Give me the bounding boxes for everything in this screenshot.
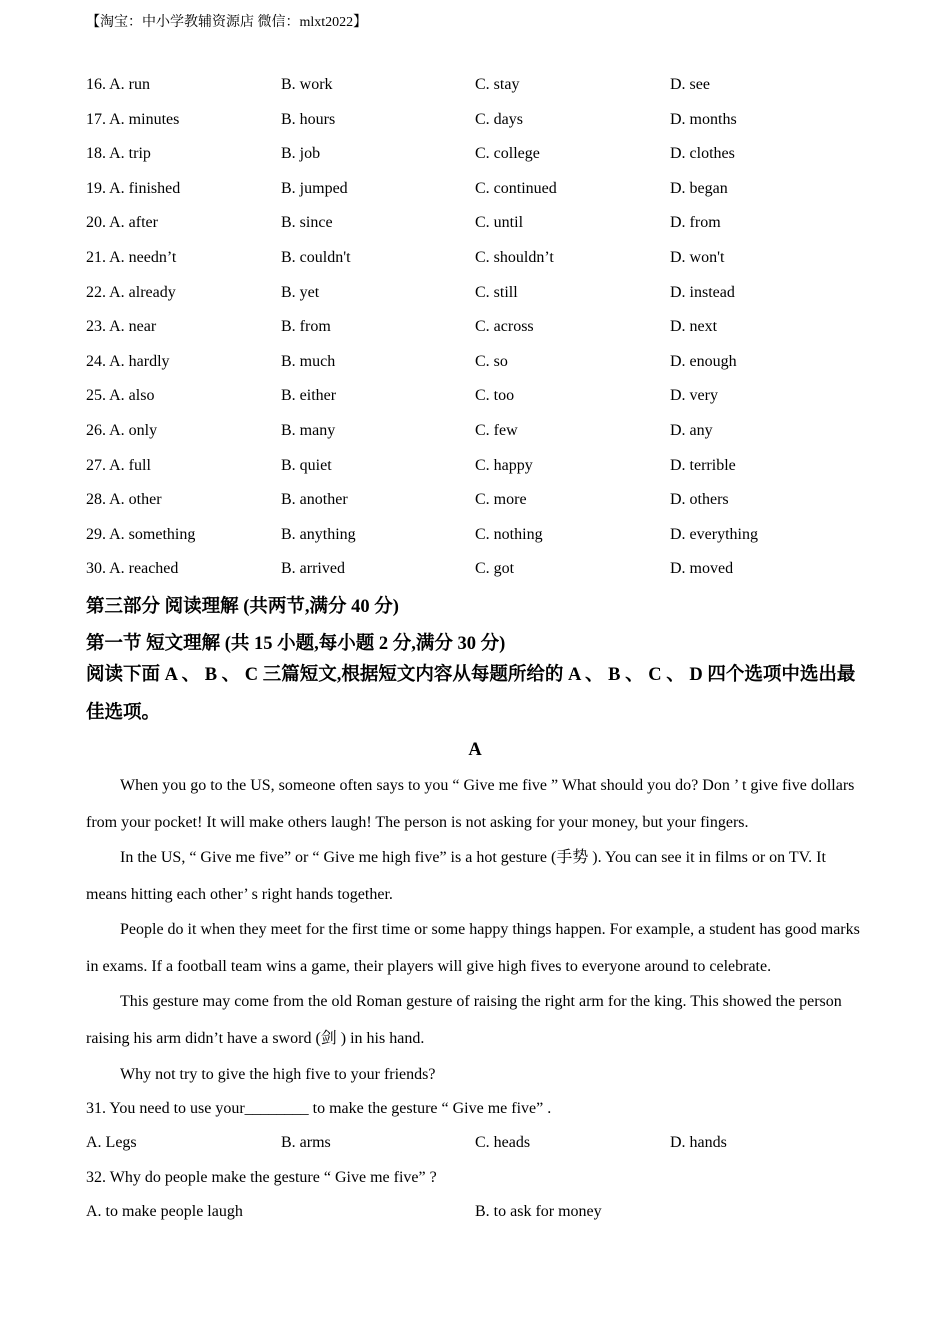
paragraph-text: Why not try to give the high five to your friends? — [120, 1066, 436, 1083]
option-row — [86, 68, 866, 103]
option-b: B. quiet — [281, 456, 332, 474]
option-c: C. across — [475, 318, 534, 336]
option-row — [86, 345, 866, 380]
option-d: D. next — [670, 318, 718, 336]
option-row — [86, 103, 866, 138]
paragraph — [86, 1056, 866, 1093]
paragraph-text: This gesture may come from the old Roman gesture of raising the right arm for the king. This showed the person raising his arm didn’t have a sword (剑 ) in his hand. — [86, 993, 842, 1047]
option-a: 22. A. already — [86, 283, 176, 301]
answer-option-b: B. to ask for money — [475, 1203, 602, 1220]
option-a: 20. A. after — [86, 214, 158, 232]
option-c: C. until — [475, 214, 524, 232]
option-d: D. terrible — [670, 456, 736, 474]
option-c: C. so — [475, 352, 508, 370]
option-row — [86, 552, 866, 587]
option-c: C. too — [475, 387, 515, 405]
answer-option-a: A. Legs — [86, 1134, 137, 1151]
option-b: B. hours — [281, 110, 336, 128]
option-d: D. everything — [670, 525, 758, 543]
option-row — [86, 518, 866, 553]
option-c: C. few — [475, 421, 518, 439]
option-b: B. from — [281, 318, 331, 336]
paragraph-text: When you go to the US, someone often says to you “ Give me five ” What should you do? Don ’ t give five dollars from your pocket! It will make others laugh! The person is not asking for your money, but your fingers. — [86, 777, 855, 831]
question-stem: 31. You need to use your________ to make the gesture “ Give me five” . — [86, 1100, 552, 1117]
paragraph — [86, 767, 866, 841]
option-d: D. any — [670, 421, 713, 439]
option-b: B. many — [281, 421, 336, 439]
option-c: C. shouldn’t — [475, 248, 554, 266]
option-c: C. happy — [475, 456, 533, 474]
option-d: D. clothes — [670, 145, 735, 163]
option-b: B. much — [281, 352, 336, 370]
option-d: D. very — [670, 387, 718, 405]
instructions: 阅读下面 A 、 B 、 C 三篇短文,根据短文内容从每题所给的 A 、 B 、 C 、 D 四个选项中选出最佳选项。 — [86, 665, 856, 723]
option-d: D. won't — [670, 248, 725, 266]
option-row — [86, 172, 866, 207]
option-a: 28. A. other — [86, 491, 162, 509]
option-b: B. job — [281, 145, 321, 163]
option-b: B. yet — [281, 283, 320, 301]
section-title: 第一节 短文理解 (共 15 小题,每小题 2 分,满分 30 分) — [86, 634, 506, 654]
option-b: B. arrived — [281, 560, 345, 578]
option-b: B. either — [281, 387, 337, 405]
option-a: 24. A. hardly — [86, 352, 170, 370]
option-row — [86, 241, 866, 276]
answer-option-b: B. arms — [281, 1134, 331, 1151]
paragraph — [86, 911, 866, 985]
option-a: 30. A. reached — [86, 560, 179, 578]
option-c: C. more — [475, 491, 527, 509]
option-row — [86, 414, 866, 449]
option-d: D. enough — [670, 352, 737, 370]
option-row — [86, 206, 866, 241]
option-row — [86, 310, 866, 345]
option-c: C. continued — [475, 179, 557, 197]
option-row — [86, 379, 866, 414]
option-c: C. nothing — [475, 525, 543, 543]
option-d: D. from — [670, 214, 721, 232]
option-a: 29. A. something — [86, 525, 196, 543]
paragraph-text: People do it when they meet for the first time or some happy things happen. For example, a student has good marks in exams. If a football team wins a game, their players will give high fives to everyone around to celebrate. — [86, 921, 860, 975]
option-d: D. see — [670, 76, 710, 93]
answer-option-c: C. heads — [475, 1134, 531, 1151]
option-row — [86, 137, 866, 172]
paragraph-text: In the US, “ Give me five” or “ Give me high five” is a hot gesture (手势 ). You can see it in films or on TV. It means hitting each other’ s right hands together. — [86, 849, 826, 903]
option-b: B. jumped — [281, 179, 348, 197]
paragraph — [86, 983, 866, 1057]
option-b: B. since — [281, 214, 333, 232]
option-a: 25. A. also — [86, 387, 155, 405]
option-c: C. college — [475, 145, 540, 163]
option-b: B. another — [281, 491, 348, 509]
page-header: 【淘宝：中小学教辅资源店 微信：mlxt2022】 — [86, 15, 368, 30]
option-a: 19. A. finished — [86, 179, 181, 197]
option-c: C. still — [475, 283, 518, 301]
option-row — [86, 449, 866, 484]
option-a: 23. A. near — [86, 318, 157, 336]
option-d: D. moved — [670, 560, 734, 578]
option-a: 18. A. trip — [86, 145, 151, 163]
option-d: D. months — [670, 110, 737, 128]
option-d: D. instead — [670, 283, 735, 301]
option-c: C. got — [475, 560, 515, 578]
option-d: D. others — [670, 491, 729, 509]
option-a: 27. A. full — [86, 456, 151, 474]
question-stem: 32. Why do people make the gesture “ Give me five” ? — [86, 1169, 437, 1186]
option-b: B. anything — [281, 525, 356, 543]
part-title: 第三部分 阅读理解 (共两节,满分 40 分) — [86, 597, 399, 617]
option-a: 16. A. run — [86, 76, 150, 93]
option-c: C. stay — [475, 76, 520, 93]
option-row — [86, 276, 866, 311]
answer-option-d: D. hands — [670, 1134, 727, 1151]
option-a: 17. A. minutes — [86, 110, 180, 128]
option-row — [86, 483, 866, 518]
option-c: C. days — [475, 110, 523, 128]
option-a: 26. A. only — [86, 421, 158, 439]
option-b: B. couldn't — [281, 248, 351, 266]
paragraph — [86, 839, 866, 913]
option-d: D. began — [670, 179, 728, 197]
option-a: 21. A. needn’t — [86, 248, 177, 266]
answer-option-a: A. to make people laugh — [86, 1203, 243, 1220]
cloze-options — [86, 68, 866, 587]
option-b: B. work — [281, 76, 333, 93]
passage-title: A — [468, 740, 482, 760]
